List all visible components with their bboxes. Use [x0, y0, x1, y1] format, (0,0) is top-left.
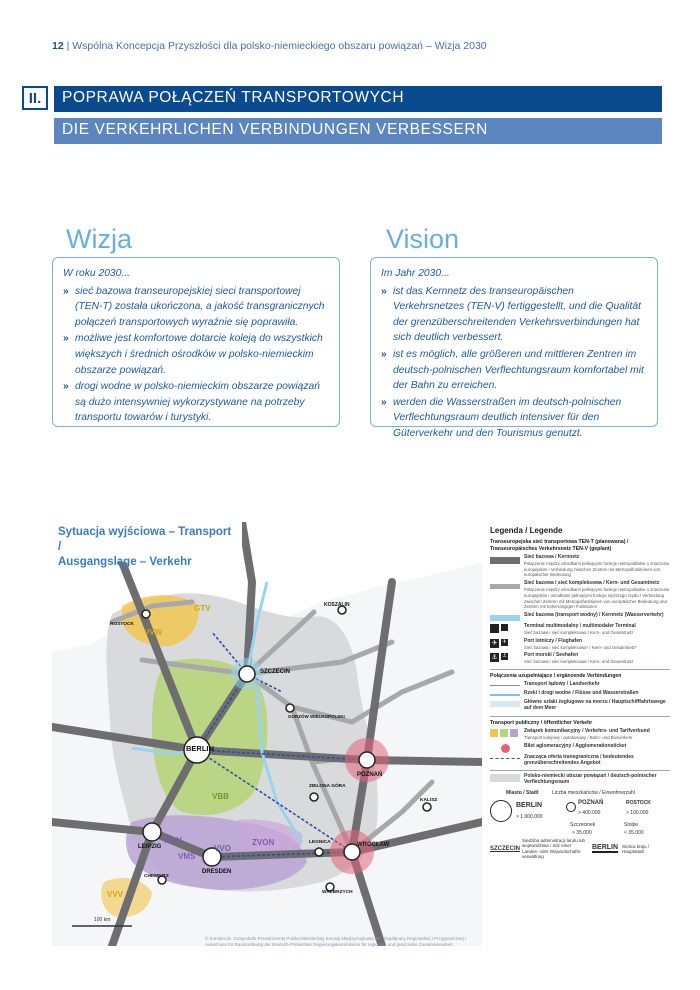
legend-label: Znacząca oferta transgraniczna / bedeutendes grenzüberschreitendes Angebot [524, 753, 634, 766]
scale-label: 100 km [94, 917, 111, 923]
city-zielona-gora [310, 793, 318, 801]
map-legend [490, 526, 670, 868]
admin-seat-example: SZCZECIN [490, 845, 520, 852]
legend-label: Port lotniczy / Flughafen [524, 637, 583, 644]
label-gtv: GTV [194, 604, 211, 613]
legend-item [490, 755, 670, 767]
association-symbol [490, 729, 520, 737]
legend-desc: Sieć bazowa i sieć kompleksowa / Kern- und Gesamtnetz [524, 629, 634, 635]
legend-item [490, 682, 670, 688]
legend-item [490, 624, 670, 636]
city-size-symbol [490, 800, 512, 822]
city-example-name: Szczecinek [570, 821, 596, 828]
seaport-icon: ⚓ ⚓ [491, 653, 507, 662]
label-vms: VMS [178, 852, 196, 861]
header-separator: | [66, 40, 70, 52]
core-network-symbol [490, 557, 520, 564]
city-example-pop: > 1.000.000 [516, 813, 543, 820]
capital-desc: Stolica kraju / Hauptstadt [622, 843, 650, 855]
city-example-name: BERLIN [516, 801, 543, 809]
legend-admin [490, 838, 670, 868]
legend-title: Legenda / Legende [490, 526, 563, 535]
city-example-pop: > 100.000 [626, 809, 649, 816]
city-heading-sub: Liczba mieszkańców / Einwohnerzahl [552, 789, 635, 796]
legend-desc: Połączenie między ośrodkami pełniącymi funkcje metropolitalne o znaczeniu europejskim / Verbindung zwischen Zentren mit Metropolfunktionen von europäischer Bedeutung [524, 560, 670, 578]
area-symbol [490, 774, 520, 782]
legend-label: Związek komunikacyjny / Verkehrs- und Tarifverbund [524, 728, 650, 735]
legend-label: Sieć bazowa / Kernnetz [524, 554, 580, 560]
vision-bullet: » możliwe jest komfortowe dotarcie koleją do wszystkich większych i średnich ośrodków w polsko-niemieckim obszarze powiązań. [63, 331, 329, 378]
label-rostock: ROSTOCK [110, 622, 134, 627]
label-vvv: VVV [107, 890, 124, 899]
legend-label: Rzeki i drogi wodne / Flüsse und Wasserstraßen [524, 690, 639, 697]
legend-label: Bilet aglomeracyjny / Agglomerationsticket [524, 742, 627, 749]
label-zvon: ZVON [252, 838, 275, 847]
legend-desc: Połączenie między ośrodkami pełniącymi funkcje metropolitalne o znaczeniu europejskim i ośrodkami pełniącymi funkcje wyższego rzędu / Verbindung zwischen Zentren mit Metropolfunktionen von europäischer Bedeutung und Zentren mit höherrangigen Funktionen [524, 586, 670, 610]
map-canvas [52, 522, 482, 946]
legend-desc: Sieć bazowa i sieć kompleksowa* / Kern- und Gesamtnetz* [524, 644, 637, 650]
vision-intro: W roku 2030... [63, 268, 130, 279]
label-walbrzych: WAŁBRZYCH [322, 890, 353, 895]
vision-box-pl [52, 257, 340, 427]
label-mdv: MDV [164, 836, 182, 845]
city-szczecin [239, 666, 255, 682]
label-wroclaw: WROCŁAW [357, 842, 390, 848]
label-koszalin: KOSZALIN [324, 602, 350, 608]
legend-ten-heading: Transeuropejska sieć transportowa TEN-T (planowana) / Transeuropäisches Verkehrsnetz TEN-V (geplant) [490, 539, 629, 552]
river-symbol [490, 694, 520, 696]
land-transport-symbol [490, 685, 520, 686]
city-example-name: Stolpe [624, 821, 639, 828]
water-network-symbol [490, 615, 520, 621]
vision-bullet: » drogi wodne w polsko-niemieckim obszarze powiązań są dużo intensywniej wykorzystywane na potrzeby transportu towarów i turystyki. [63, 379, 329, 426]
legend-item [490, 613, 670, 621]
legend-label: Główne szlaki żeglugowe na morzu / Hauptschifffahrtswege auf dem Meer [524, 699, 666, 711]
city-example-name: ROSTOCK [626, 799, 651, 806]
city-size-symbol [566, 802, 576, 812]
label-poznan: POZNAŃ [357, 772, 383, 778]
city-kalisz [423, 803, 431, 811]
legend-item [490, 581, 670, 610]
legend-label: Terminal multimodalny / multimodaler Terminal [524, 623, 636, 630]
label-gorzow: GORZÓW WIELKOPOLSKI [288, 714, 345, 719]
document-title: Wspólna Koncepcja Przyszłości dla polsko-niemieckiego obszaru powiązań – Wizja 2030 [72, 40, 487, 52]
vision-bullet: » ist das Kernnetz des transeuropäischen Verkehrsnetzes (TEN-V) fertiggestellt, und die Qualität der grenzüberschreitenden Verkehrsverbindungen hat sich deutlich verbessert. [381, 284, 647, 346]
agglo-ticket-symbol [490, 744, 520, 752]
airport-icon: ✈ ✈ [491, 638, 507, 647]
label-berlin: BERLIN [186, 744, 214, 753]
chapter-title-de: DIE VERKEHRLICHEN VERBINDUNGEN VERBESSERN [54, 118, 662, 144]
map-title-de: Ausgangslage – Verkehr [58, 556, 192, 568]
legend-item [490, 639, 670, 651]
vision-bullet: » werden die Wasserstraßen im deutsch-polnischen Verflechtungsraum deutlich intensiver für den Güterverkehr und den Tourismus genutzt. [381, 395, 647, 442]
city-legnica [315, 848, 323, 856]
vision-bullet: » sieć bazowa transeuropejskiej sieci transportowej (TEN-T) została ukończona, a jakość transgranicznych połączeń transportowych wyraźnie się poprawiła. [63, 284, 329, 331]
label-legnica: LEGNICA [309, 840, 331, 845]
label-chemnitz: CHEMNITZ [144, 874, 169, 879]
legend-desc: Transport kolejowy i autobusowy / Bahn- und Busverkehr [524, 734, 633, 740]
legend-item [490, 653, 670, 665]
label-kalisz: KALISZ [420, 798, 438, 803]
city-example-name: POZNAŃ [578, 799, 604, 806]
legend-city-sizes [490, 790, 670, 836]
label-vvo: VVO [214, 844, 231, 853]
cross-border-symbol [490, 758, 520, 759]
shipping-route-symbol [490, 701, 520, 707]
chapter-number: II. [22, 86, 48, 110]
terminal-icon [490, 624, 520, 632]
legend-item [490, 729, 670, 741]
city-gorzow [286, 704, 294, 712]
city-leipzig [143, 823, 161, 841]
legend-label: Port morski / Seehafen [524, 652, 579, 659]
legend-item [490, 774, 670, 786]
city-rostock [142, 610, 150, 618]
legend-label: Polsko-niemiecki obszar powiązań / deutsch-polnischer Verflechtungsraum [524, 773, 657, 786]
vision-heading-de: Vision [386, 224, 460, 254]
transport-map [52, 522, 482, 946]
map-credit: © Komitet ds. Gospodarki Przestrzennej Polsko-Niemieckiej Komisji Międzyrządowej ds. Współpracy Regionalnej i Przygranicznej / Ausschuss für Raumordnung der Deutsch-Polnischen Regierungskommission für regionale und grenznahe Zusammenarbeit [205, 936, 467, 947]
vision-intro: Im Jahr 2030... [381, 268, 450, 279]
page-header [52, 40, 487, 52]
label-dresden: DRESDEN [202, 869, 232, 875]
city-heading: Miasto / Stadt [506, 789, 539, 796]
legend-item [490, 691, 670, 697]
comprehensive-network-symbol [490, 584, 520, 589]
vision-box-de [370, 257, 658, 439]
city-example-pop: < 35.000 [624, 829, 644, 836]
label-szczecin: SZCZECIN [260, 669, 290, 675]
label-zielona-gora: ZIELONA GÓRA [309, 784, 346, 789]
legend-item [490, 700, 670, 712]
legend-label: Sieć bazowa (transport wodny) / Kernnetz (Wasserverkehr) [524, 612, 664, 619]
label-leipzig: LEIPZIG [138, 844, 162, 850]
capital-example: BERLIN [592, 843, 619, 851]
page-number: 12 [52, 40, 64, 52]
vision-heading-pl: Wizja [66, 224, 132, 254]
legend-item [490, 555, 670, 578]
legend-pt-heading: Transport publiczny / öffentlicher Verkehr [490, 719, 593, 726]
legend-desc: Sieć bazowa i sieć kompleksowa / Kern- und Gesamtnetz [524, 659, 634, 665]
label-vvw: VVW [144, 628, 163, 637]
legend-comp-heading: Połączenia uzupełniające / ergänzende Verbindungen [490, 672, 622, 679]
chapter-title-pl: POPRAWA POŁĄCZEŃ TRANSPORTOWYCH [54, 86, 662, 112]
legend-label: Sieć bazowa i sieć kompleksowa / Kern- und Gesamtnetz [524, 580, 660, 587]
vision-bullet: » ist es möglich, alle größeren und mittleren Zentren im deutsch-polnischen Verflechtungsraum komfortabel mit der Bahn zu erreichen. [381, 347, 647, 394]
city-example-pop: > 35.000 [572, 829, 592, 836]
city-poznan [359, 752, 375, 768]
city-example-pop: > 400.000 [578, 809, 601, 816]
legend-item [490, 744, 670, 752]
admin-seat-desc: Siedziba administracji landu lub województwa / Sitz einer Landes- oder Wojwodschafts- verwaltung [522, 837, 586, 859]
legend-label: Transport lądowy / Landverkehr [524, 681, 600, 688]
map-title [52, 522, 242, 568]
label-vbb: VBB [212, 792, 229, 801]
map-title-pl: Sytuacja wyjściowa – Transport / [58, 526, 232, 553]
